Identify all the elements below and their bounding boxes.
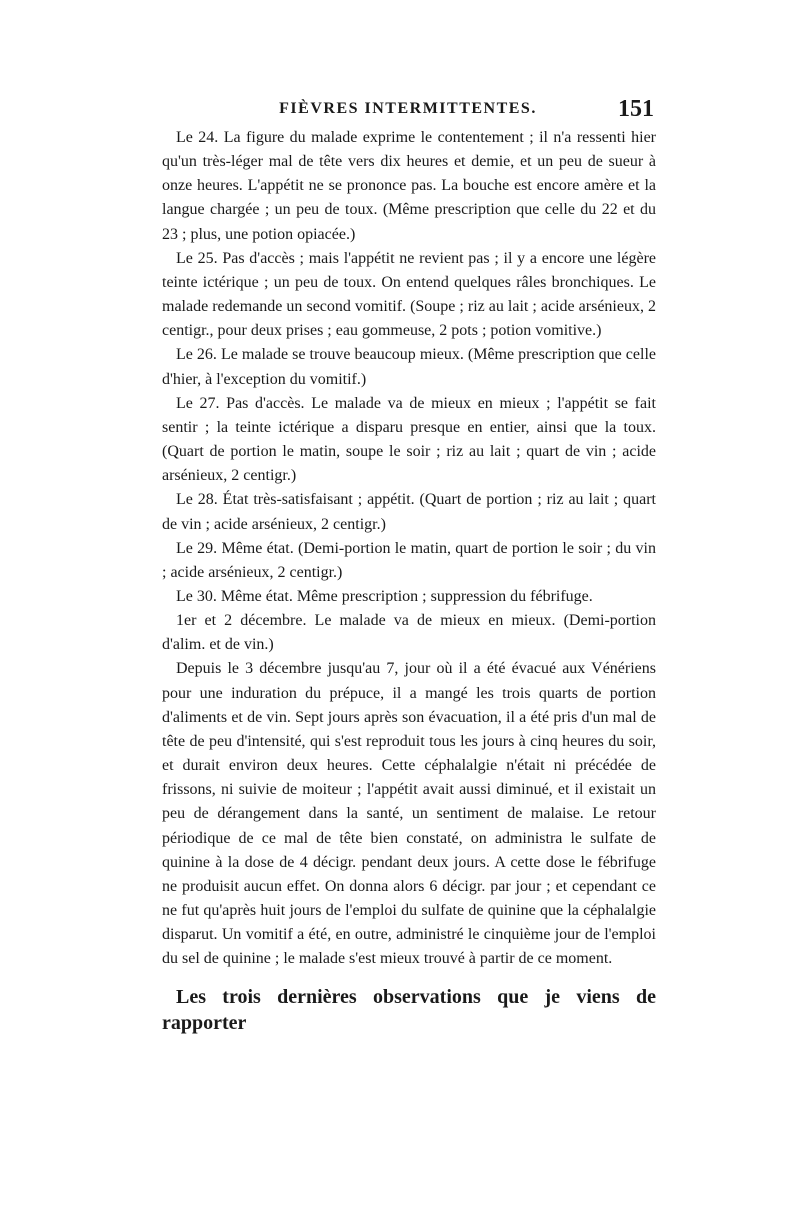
paragraph-day-30: Le 30. Même état. Même prescription ; suppression du fébrifuge. — [176, 587, 593, 605]
final-line: Les trois dernières observations que je viens de rapporter — [162, 986, 656, 1035]
paragraph-day-27: Le 27. Pas d'accès. Le malade va de mieux en mieux ; l'appétit se fait sentir ; la teinte ictérique a disparu presque en entier, ainsi que la toux. (Quart de portion le matin, soupe le soir ; riz au lait ; quart de vin ; acide arsénieux, 2 centigr.) — [162, 394, 656, 485]
paragraph-day-26: Le 26. Le malade se trouve beaucoup mieux. (Même prescription que celle d'hier, à l'exception du vomitif.) — [162, 346, 656, 388]
paragraph-day-29: Le 29. Même état. (Demi-portion le matin, quart de portion le soir ; du vin ; acide arsénieux, 2 centigr.) — [162, 539, 656, 581]
paragraph-day-28: Le 28. État très-satisfaisant ; appétit. (Quart de portion ; riz au lait ; quart de vin ; acide arsénieux, 2 centigr.) — [162, 491, 656, 533]
running-head — [162, 98, 654, 124]
running-title: FIÈVRES INTERMITTENTES. — [279, 100, 537, 117]
paragraph-day-24: Le 24. La figure du malade exprime le contentement ; il n'a ressenti hier qu'un très-léger mal de tête vers dix heures et demie, et un peu de sueur à onze heures. L'appétit ne se prononce pas. La bouche est encore amère et la langue chargée ; un peu de toux. (Même prescription que celle du 22 et du 23 ; plus, une potion opiacée.) — [162, 129, 656, 243]
page-number: 151 — [618, 96, 654, 122]
paragraph-day-25: Le 25. Pas d'accès ; mais l'appétit ne revient pas ; il y a encore une légère teinte ictérique ; un peu de toux. On entend quelques râles bronchiques. Le malade redemande un second vomitif. (Soupe ; riz au lait ; acide arsénieux, 2 centigr., pour deux prises ; eau gommeuse, 2 pots ; potion vomitive.) — [162, 249, 656, 340]
paragraph-december-3-onward: Depuis le 3 décembre jusqu'au 7, jour où il a été évacué aux Vénériens pour une induration du prépuce, il a mangé les trois quarts de portion d'aliments et de vin. Sept jours après son évacuation, il a été pris d'un mal de tête de peu d'intensité, qui s'est reproduit tous les jours à cinq heures du soir, et durait environ deux heures. Cette céphalalgie n'était ni précédée de frissons, ni suivie de moiteur ; l'appétit avait aussi diminué, et il existait un peu de dérangement dans la santé, un sentiment de malaise. Le retour périodique de ce mal de tête bien constaté, on administra le sulfate de quinine à la dose de 4 décigr. pendant deux jours. A cette dose le fébrifuge ne produisit aucun effet. On donna alors 6 décigr. par jour ; et cependant ce ne fut qu'après huit jours de l'emploi du sulfate de quinine que la céphalalgie disparut. Un vomitif a été, en outre, administré le cinquième jour de l'emploi du sel de quinine ; le malade s'est mieux trouvé à partir de ce moment. — [162, 660, 656, 968]
paragraph-december-1-2: 1er et 2 décembre. Le malade va de mieux en mieux. (Demi-portion d'alim. et de vin.) — [162, 612, 656, 654]
body-text — [162, 126, 656, 1056]
